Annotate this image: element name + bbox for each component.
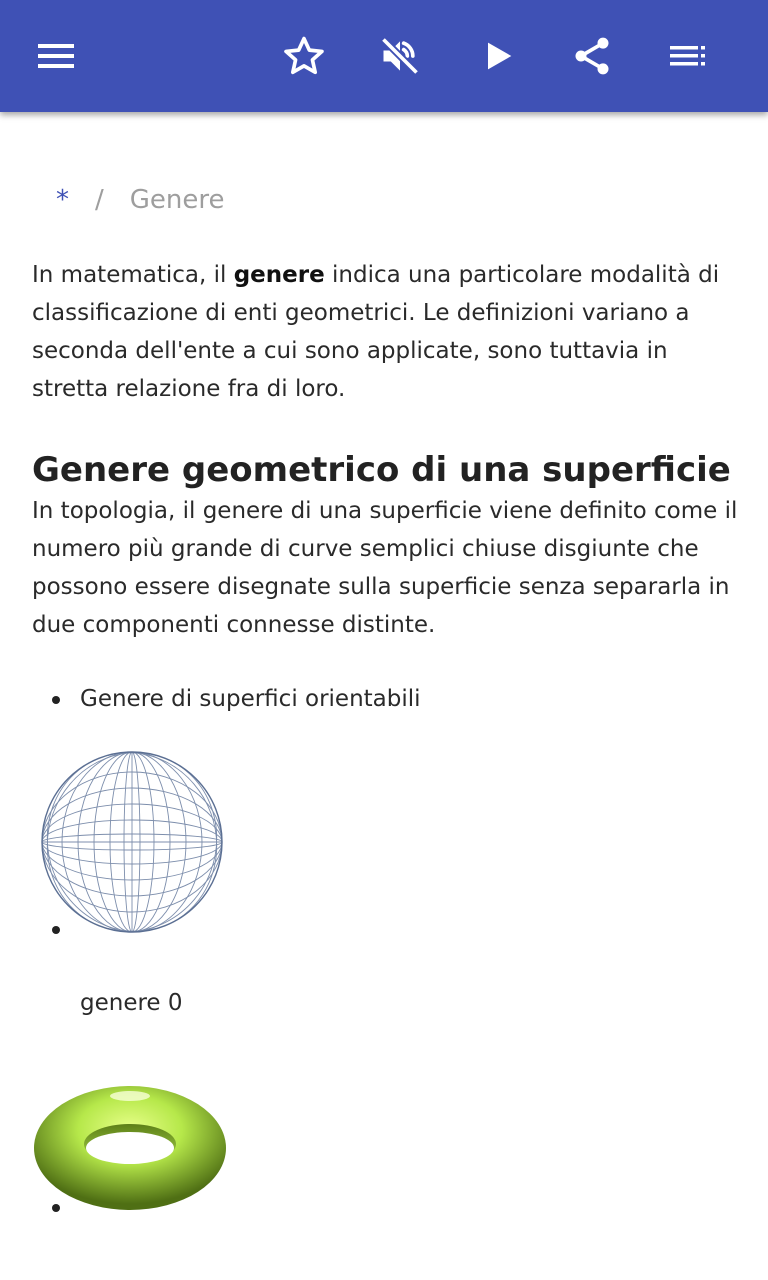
share-button[interactable] — [560, 24, 624, 88]
sphere-caption: genere 0 — [80, 990, 183, 1016]
intro-text-rest: indica una particolare modalità di classificazione di enti geometrici. Le definizioni variano a seconda dell'ente a cui sono applicate, sono tuttavia in stretta relazione fra di loro. — [32, 262, 720, 402]
intro-paragraph — [32, 256, 738, 408]
star-outline-icon — [282, 34, 326, 78]
list-item-label: Genere di superfici orientabili — [80, 686, 421, 712]
section-heading: Genere geometrico di una superficie — [32, 450, 731, 490]
article-content — [32, 256, 738, 1222]
breadcrumb-current: Genere — [129, 185, 225, 215]
list-item-torus — [32, 1082, 738, 1222]
menu-icon — [36, 36, 76, 76]
playlist-icon — [668, 36, 708, 76]
play-icon — [478, 36, 518, 76]
intro-text-start: In matematica, il — [32, 262, 234, 288]
play-button[interactable] — [466, 24, 530, 88]
volume-off-icon — [378, 34, 422, 78]
bullet — [52, 696, 60, 704]
breadcrumb — [56, 180, 225, 220]
share-icon — [570, 34, 614, 78]
section-paragraph: In topologia, il genere di una superficie viene definito come il numero più grande di curve semplici chiuse disgiunte che possono essere disegnate sulla superficie senza separarla in due componenti connesse distinte. — [32, 498, 738, 638]
contents-button[interactable] — [656, 24, 720, 88]
mute-button[interactable] — [368, 24, 432, 88]
list-item — [32, 680, 738, 718]
favorite-button[interactable] — [272, 24, 336, 88]
intro-term: genere — [233, 262, 325, 288]
breadcrumb-home-link[interactable]: * — [56, 185, 69, 215]
torus-image[interactable] — [32, 1082, 232, 1212]
surface-list — [32, 680, 738, 1222]
list-item-caption — [32, 984, 738, 1022]
app-bar — [0, 0, 768, 112]
breadcrumb-separator: / — [95, 185, 104, 215]
list-item-sphere — [32, 750, 738, 964]
sphere-image[interactable] — [40, 750, 224, 934]
menu-button[interactable] — [24, 24, 88, 88]
